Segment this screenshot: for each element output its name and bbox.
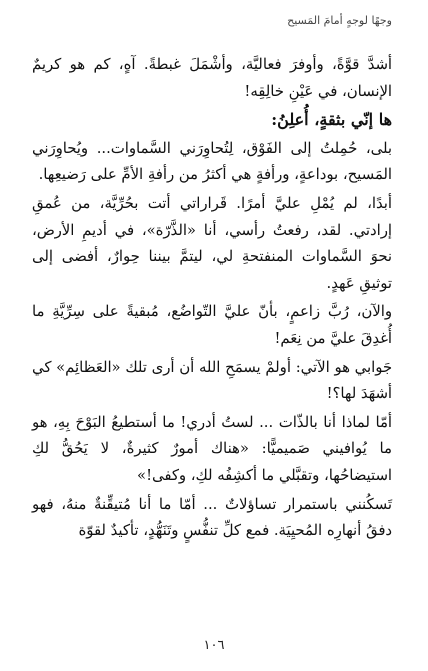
paragraph: والآن، رُبَّ زاعمٍ، بأنّ عليَّ التّواضُع، مُبقيةً على سِرِّيَّةِ ما أُغدِقَ عليَّ من نِعَم!: [32, 303, 392, 347]
paragraph: بلى، حُمِلتُ إلى الفَوْق، لِتُحاوِرَني السَّماوات... ويُحاوِرَني المَسيح، بوداعةٍ، ورأفةٍ هي أكثرُ من رأفةِ الأمِّ على رَضيعِها.: [32, 139, 392, 184]
paragraph: أبدًا، لم يُمْلِ عليَّ أمرًا. قَراراتي أتت بحُرِّيَّة، من عُمقِ إرادتي. لقد، رفعتُ رأسي، أنا «الذَّرّة»، في أديمِ الأرض، نحوَ السَّماوات المنفتحةِ لي، ليتمَّ بيننا حِوارٌ، أفضى إلى توثيقِ عَهدٍ.: [32, 194, 392, 292]
paragraph: أمّا لماذا أنا بالذّات ... لستُ أدري! ما أستطيعُ البَوْحَ بِهِ، هو ما يُوافيني صَميميًّا: «هناك أمورٌ كثيرةٌ، لا يَحُقُّ لكِ استيضاحُها، وتقبَّلي ما أكشِفُه لكِ، وكفى!»: [32, 413, 392, 484]
paragraph: تَسكُنني باستمرار تساؤلاتٌ ... أمّا ما أنا مُتيقِّنةٌ منهُ، فهو دفقُ أنهارِه المُحيِيَة. فمع كلِّ تنفُّسٍ وتَنَهُّدٍ، تأكيدٌ لقوّة: [32, 495, 392, 540]
body-text: [32, 52, 392, 547]
paragraph: أشدَّ قوَّةً، وأوفرَ فعاليَّة، وأشْمَلَ غبطةً. آهٍ، كم هو كريمٌ الإنسان، في عَيْنِ خالِقِه!: [32, 56, 392, 100]
section-heading: ها إنّي بثقةٍ، أُعلِنُ:: [271, 110, 392, 130]
page-number: ١٠٦: [203, 638, 225, 653]
paragraph: جَوابي هو الآتي: أولمْ يسمَحِ الله أن أرى تلك «العَظائِم» كي أشهَدَ لها؟!: [32, 358, 392, 403]
running-header: وجهًا لوجهٍ أمامَ المَسيح: [287, 14, 392, 27]
